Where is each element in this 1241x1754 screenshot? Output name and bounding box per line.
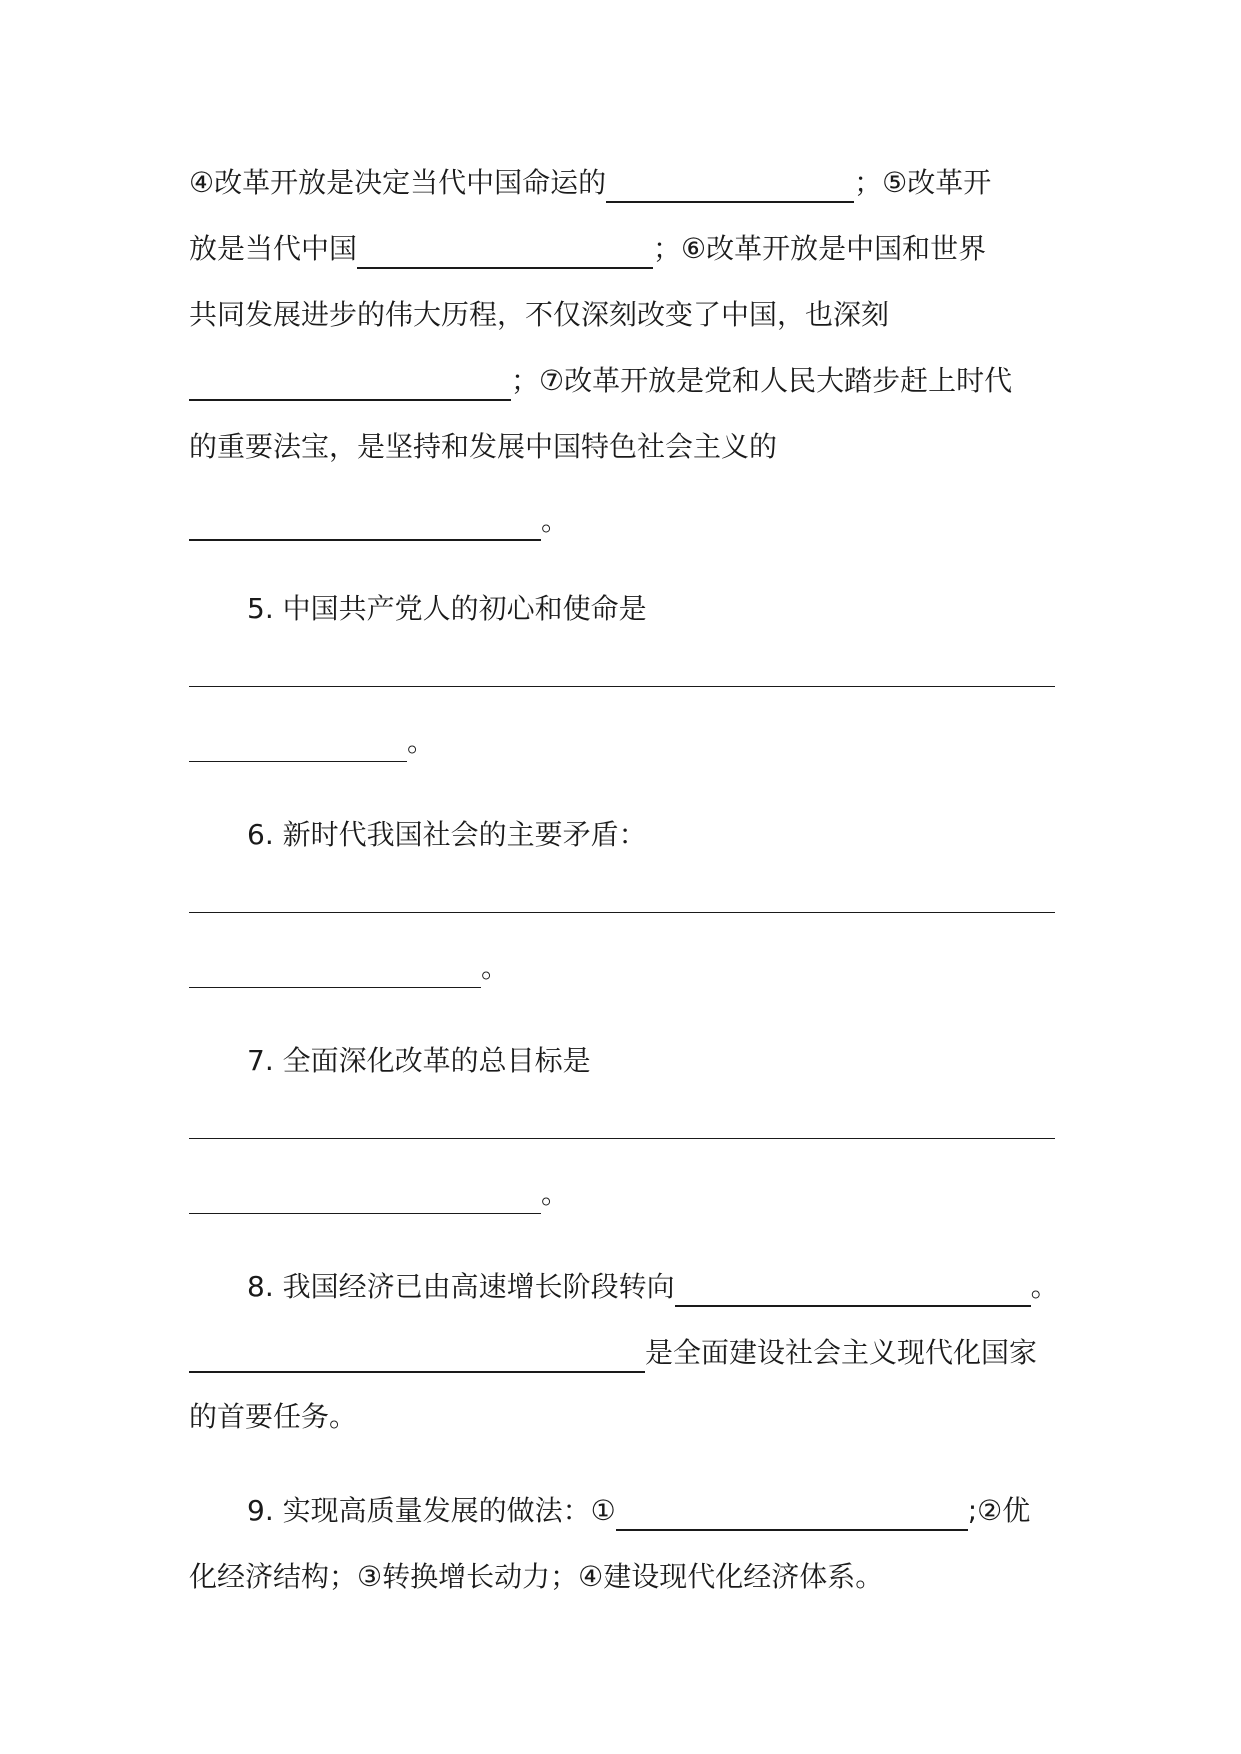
q4-text: ；⑤改革开 [854, 166, 992, 199]
answer-line[interactable] [189, 1138, 1055, 1139]
q4-line-3 [189, 295, 1055, 335]
q8-text: 的首要任务。 [189, 1400, 358, 1433]
q4-text: ；⑥改革开放是中国和世界 [653, 232, 987, 265]
q6-question [189, 815, 1113, 855]
q4-text: ④改革开放是决定当代中国命运的 [189, 166, 607, 199]
q8-line-2 [189, 1333, 1055, 1373]
q4-line-6 [189, 501, 1055, 541]
answer-blank[interactable] [606, 173, 854, 203]
q5-text: 5. 中国共产党人的初心和使命是 [247, 592, 647, 625]
answer-blank[interactable] [189, 732, 407, 762]
answer-blank[interactable] [189, 1184, 541, 1214]
q9-text: 化经济结构；③转换增长动力；④建设现代化经济体系。 [189, 1560, 884, 1593]
q5-end: 。 [407, 725, 436, 758]
q8-line-3 [189, 1397, 1055, 1437]
q7-answer-end [189, 1174, 1055, 1214]
q7-text: 7. 全面深化改革的总目标是 [247, 1044, 591, 1077]
answer-line[interactable] [189, 912, 1055, 913]
q4-line-5 [189, 427, 1055, 467]
q4-line-1 [189, 163, 1055, 203]
q4-text: 。 [541, 504, 570, 537]
answer-blank[interactable] [189, 371, 511, 401]
q9-text: ;②优 [967, 1494, 1031, 1527]
answer-blank[interactable] [616, 1501, 968, 1531]
q8-line-1 [189, 1267, 1127, 1307]
q6-end: 。 [481, 951, 510, 984]
q4-text: 的重要法宝，是坚持和发展中国特色社会主义的 [189, 430, 778, 463]
answer-blank[interactable] [189, 958, 481, 988]
q5-question [189, 589, 1113, 629]
answer-line[interactable] [189, 686, 1055, 687]
q4-line-4 [189, 361, 1055, 401]
q6-text: 6. 新时代我国社会的主要矛盾： [247, 818, 647, 851]
answer-blank[interactable] [675, 1277, 1031, 1307]
q4-text: 共同发展进步的伟大历程，不仅深刻改变了中国，也深刻 [189, 298, 890, 331]
q7-question [189, 1041, 1113, 1081]
q6-answer-end [189, 948, 1055, 988]
q8-text: 。 [1030, 1270, 1059, 1303]
q4-line-2 [189, 229, 1055, 269]
q9-line-1 [189, 1491, 1113, 1531]
q4-text: 放是当代中国 [189, 232, 358, 265]
answer-blank[interactable] [189, 1343, 645, 1373]
q4-text: ；⑦改革开放是党和人民大踏步赶上时代 [511, 364, 1013, 397]
answer-blank[interactable] [357, 239, 653, 269]
q9-line-2 [189, 1557, 1055, 1597]
answer-blank[interactable] [189, 511, 541, 541]
q8-text: 是全面建设社会主义现代化国家 [645, 1336, 1038, 1369]
q5-answer-end [189, 722, 1055, 762]
q9-text: 9. 实现高质量发展的做法：① [247, 1494, 616, 1527]
q7-end: 。 [541, 1177, 570, 1210]
q8-text: 8. 我国经济已由高速增长阶段转向 [247, 1270, 675, 1303]
